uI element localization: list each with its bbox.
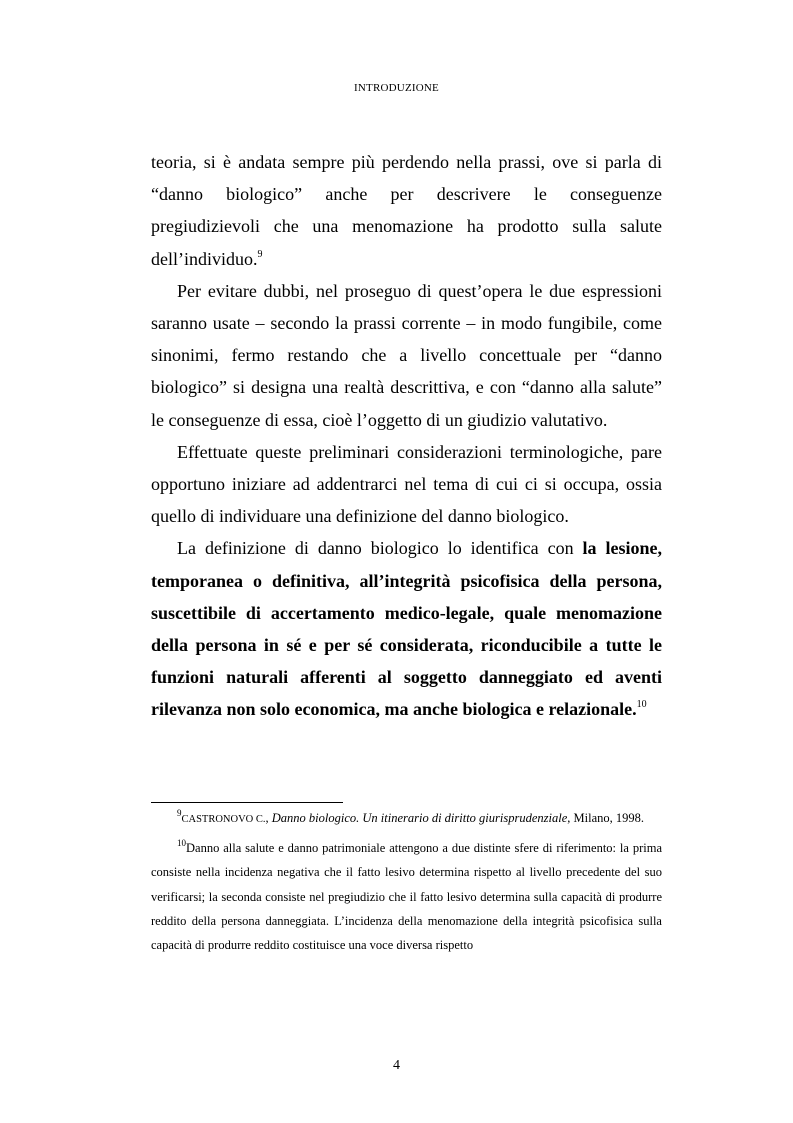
main-body [151,146,662,726]
footnote-9-author: CASTRONOVO C. [181,814,266,825]
paragraph-4: La definizione di danno biologico lo identifica con la lesione, temporanea o definitiva, all’integrità psicofisica della persona, suscettibile di accertamento medico-legale, quale menomazione della persona in sé e per sé considerata, riconducibile a tutte le funzioni naturali afferenti al soggetto danneggiato ed aventi rilevanza non solo economica, ma anche biologica e relazionale.$^{10}$ [151,538,663,720]
footnote-ref-9[interactable]: 9 [257,248,263,260]
running-header: INTRODUZIONE [354,82,439,94]
definition-bold: la lesione, temporanea o definitiva, all’integrità psicofisica della persona, suscettibile di accertamento medico-legale, quale menomazione della persona in sé e per sé considerata, riconducibile a tutte le funzioni naturali afferenti al soggetto danneggiato ed aventi rilevanza non solo economica, ma anche biologica e relazionale. [151,538,663,720]
footnote-separator [151,802,343,803]
paragraph-3: Effettuate queste preliminari considerazioni terminologiche, pare opportuno iniziare ad addentrarci nel tema di cui ci si occupa, ossia quello di individuare una definizione del danno biologico. [151,441,662,527]
footnote-ref-10[interactable]: 10 [636,699,647,711]
footnote-9: $^9$CASTRONOVO C., Danno biologico. Un itinerario di diritto giurisprudenziale, Milano, 1998. [177,808,644,825]
paragraph-1: teoria, si è andata sempre più perdendo nella prassi, ove si parla di “danno biologico” anche per descrivere le conseguenze pregiudizievoli che una menomazione ha prodotto sulla salute dell’individuo.$^9$ [151,152,662,269]
footnote-10: $^{10}$Danno alla salute e danno patrimoniale attengono a due distinte sfere di riferimento: la prima consiste nella incidenza negativa che il fatto lesivo determina rispetto al livello precedente del suo verificarsi; la seconda consiste nel pregiudizio che il fatto lesivo determina sulla capacità di produrre reddito della persona danneggiata. L’incidenza della menomazione della integrità psicofisica sulla capacità di produrre reddito costituisce una voce diversa rispetto [151,838,662,953]
page-number: 4 [393,1058,400,1073]
paragraph-2: Per evitare dubbi, nel proseguo di quest’opera le due espressioni saranno usate – secondo la prassi corrente – in modo fungibile, come sinonimi, fermo restando che a livello concettuale per “danno biologico” si designa una realtà descrittiva, e con “danno alla salute” le conseguenze di essa, cioè l’oggetto di un giudizio valutativo. [151,280,662,430]
footnotes [151,806,662,961]
footnote-9-title: Danno biologico. Un itinerario di diritto giurisprudenziale [271,811,568,825]
